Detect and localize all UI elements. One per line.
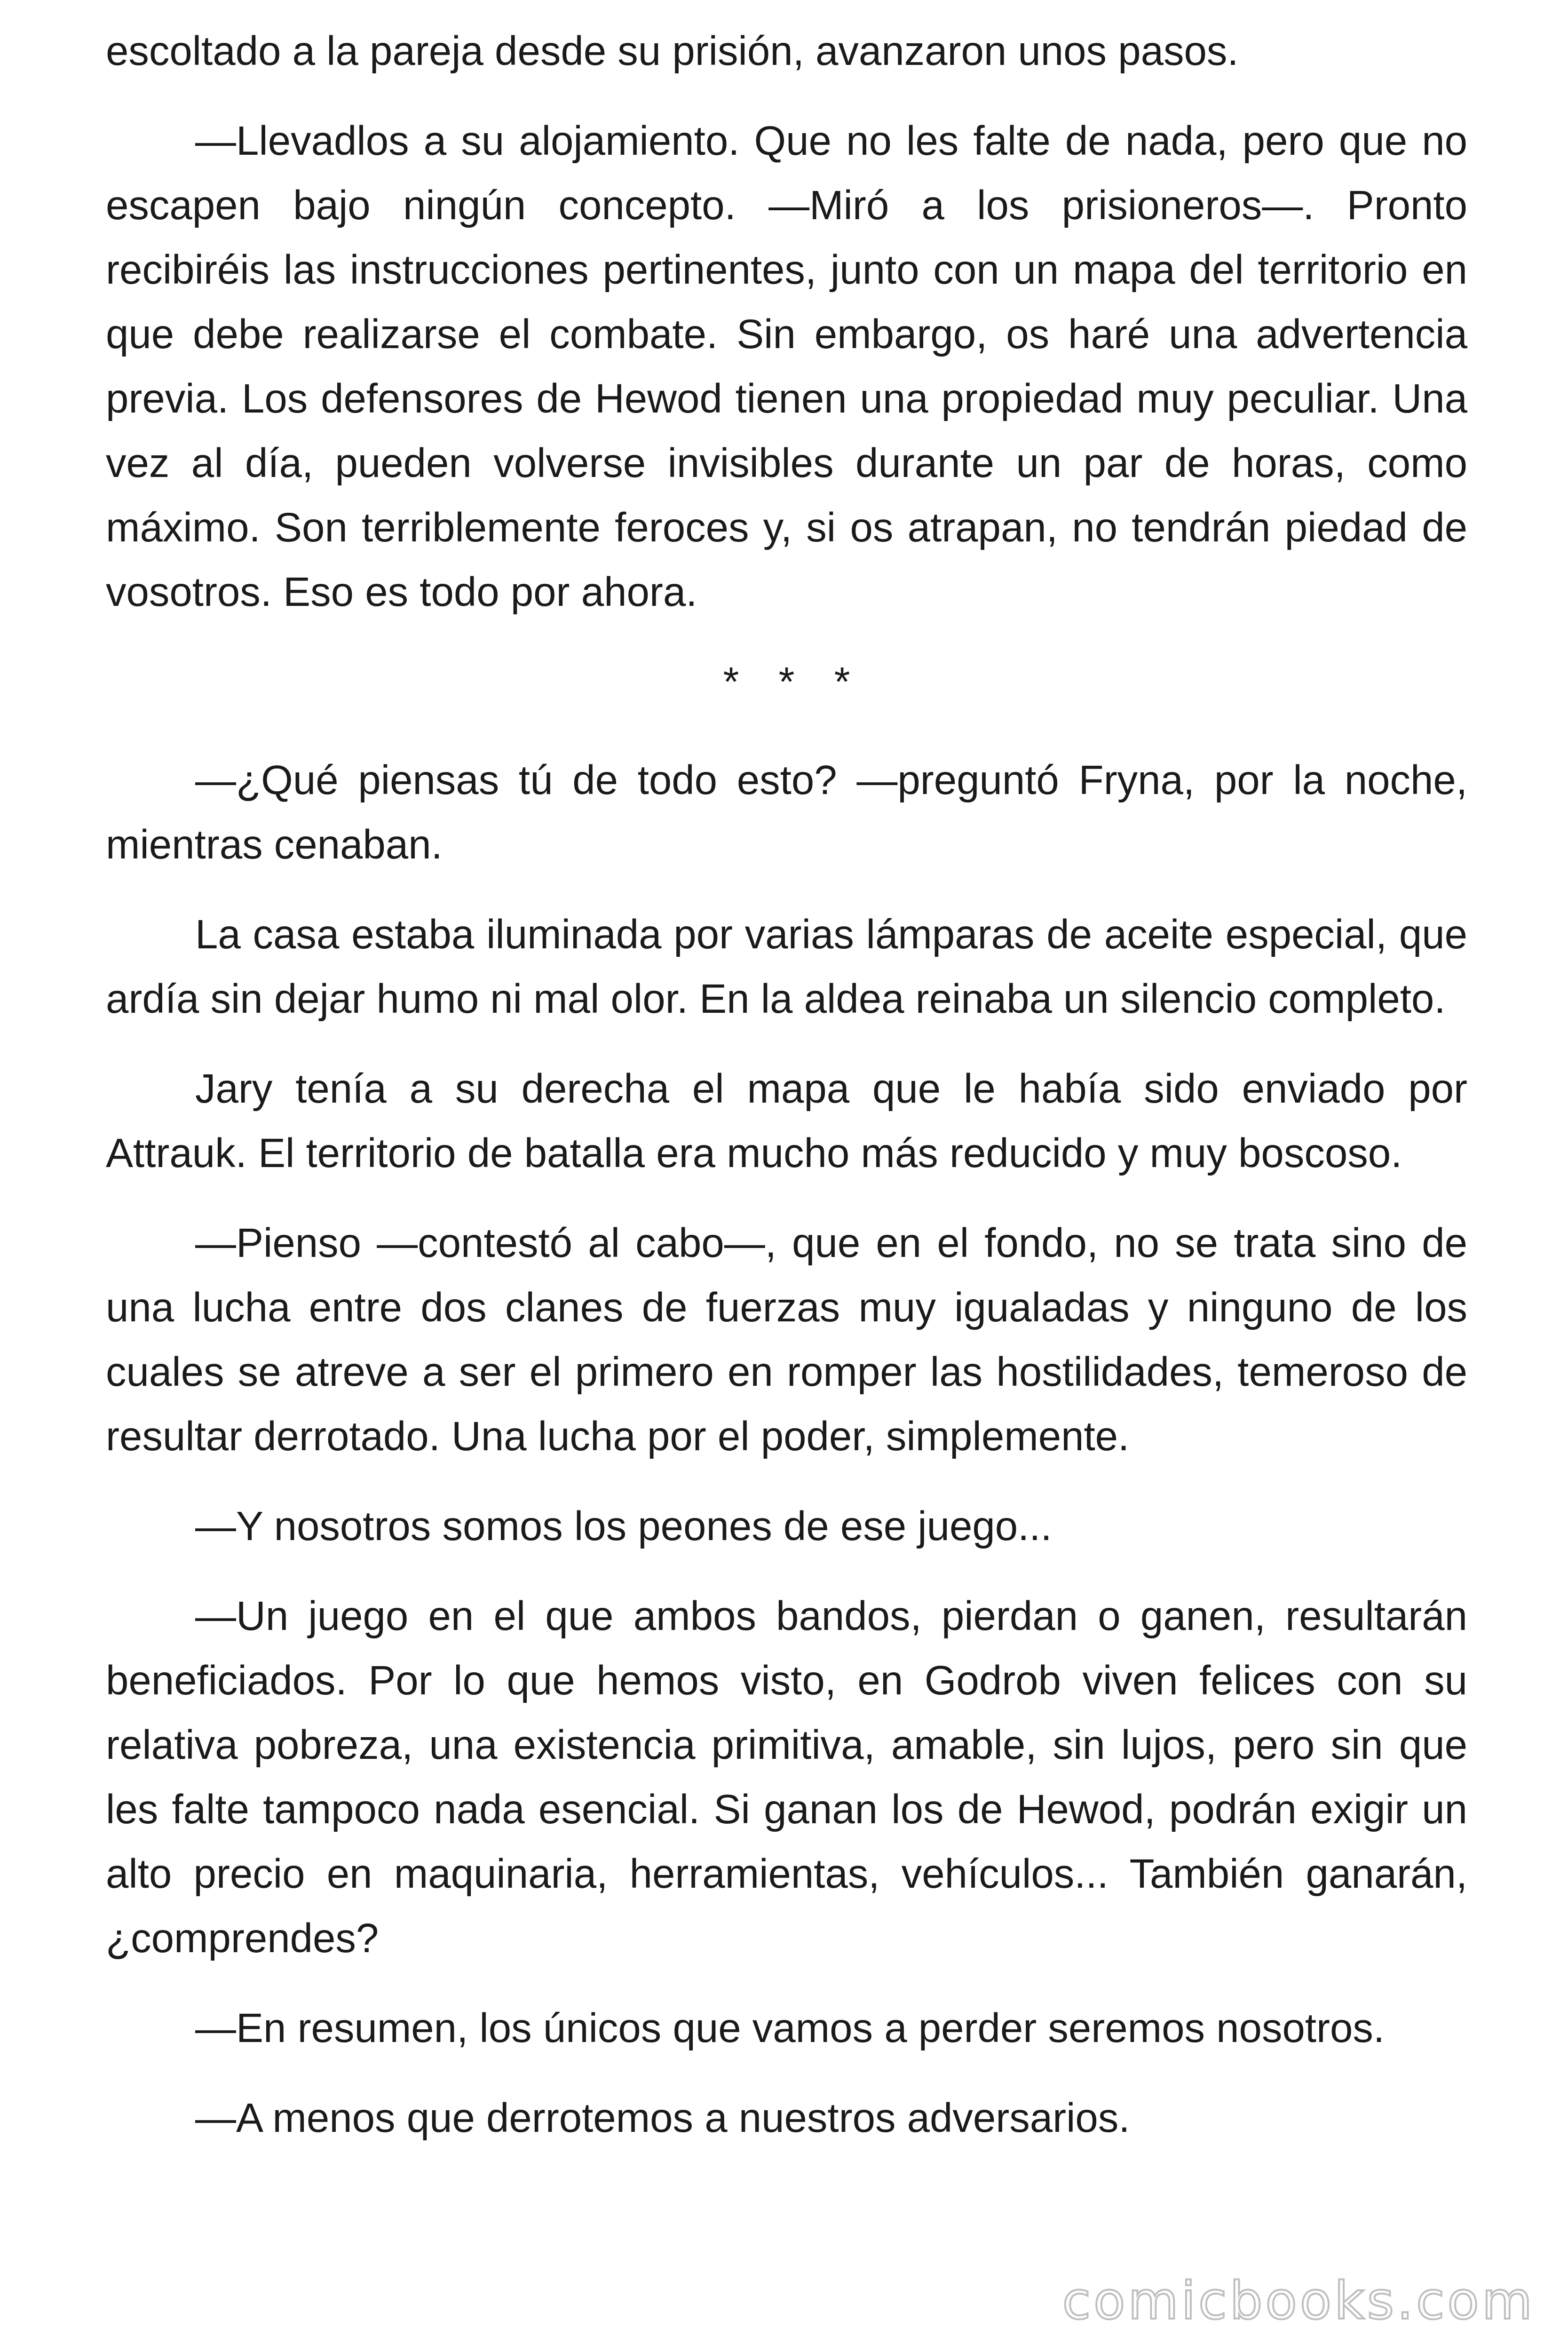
paragraph-narration: La casa estaba iluminada por varias lámparas de aceite especial, que ardía sin dejar humo ni mal olor. En la aldea reinaba un silencio completo.: [106, 912, 1467, 1022]
paragraph-dialogue: —En resumen, los únicos que vamos a perder seremos nosotros.: [195, 2005, 1385, 2051]
watermark-logo: comicbooks.com: [1062, 2271, 1535, 2331]
paragraph-dialogue: —Un juego en el que ambos bandos, pierdan o ganen, resultarán beneficiados. Por lo que hemos visto, en Godrob viven felices con su relativa pobreza, una existencia primitiva, amable, sin lujos, pero sin que les falte tampoco nada esencial. Si ganan los de Hewod, podrán exigir un alto precio en maquinaria, herramientas, vehículos... También ganarán, ¿comprendes?: [106, 1593, 1467, 1961]
paragraph-continuation: escoltado a la pareja desde su prisión, avanzaron unos pasos.: [106, 28, 1239, 74]
paragraph-narration: Jary tenía a su derecha el mapa que le había sido enviado por Attrauk. El territorio de batalla era mucho más reducido y muy boscoso.: [106, 1066, 1467, 1176]
paragraph-dialogue: —Pienso —contestó al cabo—, que en el fondo, no se trata sino de una lucha entre dos clanes de fuerzas muy igualadas y ninguno de los cuales se atreve a ser el primero en romper las hostilidades, temeroso de resultar derrotado. Una lucha por el poder, simplemente.: [106, 1220, 1467, 1459]
page-text: [106, 19, 1467, 2176]
paragraph-dialogue: —Y nosotros somos los peones de ese juego...: [195, 1503, 1052, 1549]
paragraph-dialogue: —¿Qué piensas tú de todo esto? —preguntó Fryna, por la noche, mientras cenaban.: [106, 757, 1467, 867]
scene-break: * * *: [723, 659, 864, 705]
paragraph-dialogue: —A menos que derrotemos a nuestros adversarios.: [195, 2095, 1130, 2141]
paragraph-dialogue: —Llevadlos a su alojamiento. Que no les falte de nada, pero que no escapen bajo ningún concepto. —Miró a los prisioneros—. Pronto recibiréis las instrucciones pertinentes, junto con un mapa del territorio en que debe realizarse el combate. Sin embargo, os haré una advertencia previa. Los defensores de Hewod tienen una propiedad muy peculiar. Una vez al día, pueden volverse invisibles durante un par de horas, como máximo. Son terriblemente feroces y, si os atrapan, no tendrán piedad de vosotros. Eso es todo por ahora.: [106, 118, 1467, 615]
